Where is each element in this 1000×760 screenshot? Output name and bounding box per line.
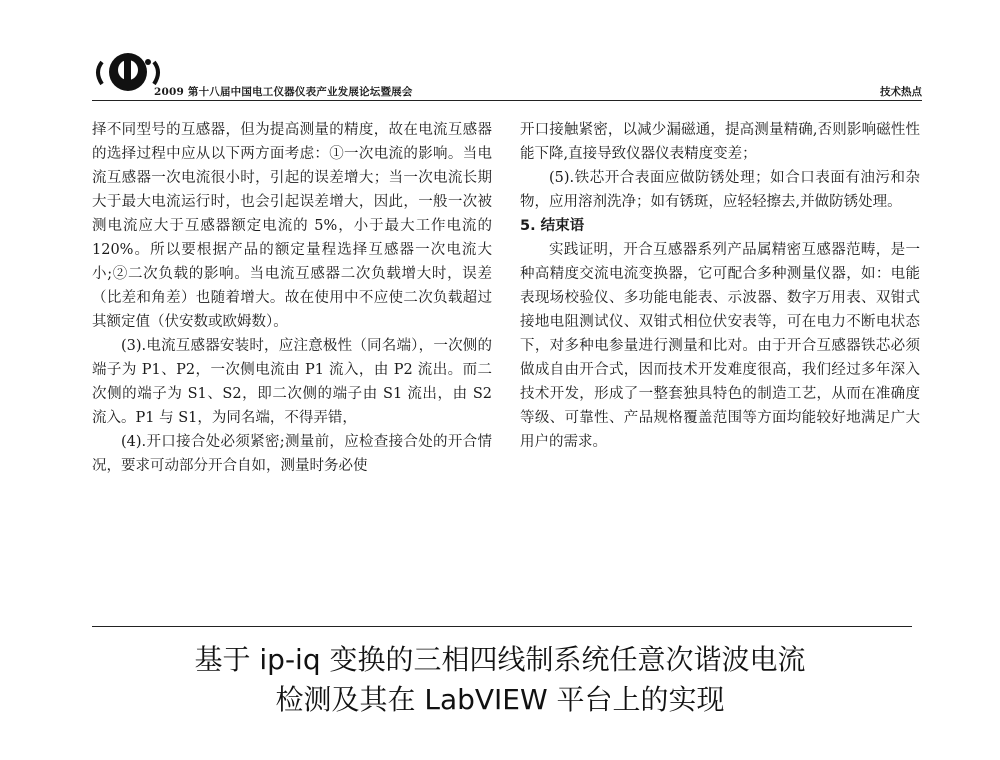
article-divider <box>92 626 912 627</box>
left-paragraph-3: (4).开口接合处必须紧密;测量前，应检查接合处的开合情况，要求可动部分开合自如，测量时务必使 <box>92 434 492 474</box>
left-paragraph-1: 择不同型号的互感器，但为提高测量的精度，故在电流互感器的选择过程中应从以下两方面考虑：①一次电流的影响。当电流互感器一次电流很小时，引起的误差增大；当一次电流长期大于最大电流运行时，也会引起误差增大，因此，一般一次被测电流应大于互感器额定电流的 5%，小于最大工作电流的 120%。所以要根据产品的额定量程选择互感器一次电流大小;②二次负载的影响。当电流互感器二次负载增大时，误差（比差和角差）也随着增大。故在使用中不应使二次负载超过其额定值（伏安数或欧姆数）。 <box>92 122 492 330</box>
right-paragraph-3: 实践证明，开合互感器系列产品属精密互感器范畴，是一种高精度交流电流变换器，它可配合多种测量仪器，如：电能表现场校验仪、多功能电能表、示波器、数字万用表、双钳式接地电阻测试仪、双钳式相位伏安表等，可在电力不断电状态下，对多种电参量进行测量和比对。由于开合互感器铁芯必须做成自由开合式，因而技术开发难度很高，我们经过多年深入技术开发，形成了一整套独具特色的制造工艺，从而在准确度等级、可靠性、产品规格覆盖范围等方面均能较好地满足广大用户的需求。 <box>520 242 920 450</box>
title-line-2: 检测及其在 LabVIEW 平台上的实现 <box>275 683 725 716</box>
right-paragraph-2: (5).铁芯开合表面应做防锈处理；如合口表面有油污和杂物，应用溶剂洗净；如有锈斑，应轻轻擦去,并做防锈处理。 <box>520 170 920 210</box>
section-topic: 技术热点 <box>880 86 922 98</box>
right-paragraph-1: 开口接触紧密，以减少漏磁通，提高测量精确,否则影响磁性性能下降,直接导致仪器仪表精度变差； <box>520 122 920 162</box>
page-header <box>92 48 922 108</box>
right-column <box>520 118 920 454</box>
next-article-title <box>0 640 1000 720</box>
left-paragraph-2: (3).电流互感器安装时，应注意极性（同名端），一次侧的端子为 P1、P2，一次侧电流由 P1 流入，由 P2 流出。而二次侧的端子为 S1、S2，即二次侧的端子由 S1 流出，由 S2 流入。P1 与 S1，为同名端，不得弄错， <box>92 338 492 426</box>
left-column <box>92 118 492 478</box>
section-heading: 5. 结束语 <box>520 218 585 234</box>
conference-name: 2009 第十八届中国电工仪器仪表产业发展论坛暨展会 <box>154 86 413 98</box>
header-divider <box>92 100 922 101</box>
title-line-1: 基于 ip-iq 变换的三相四线制系统任意次谐波电流 <box>194 643 806 676</box>
